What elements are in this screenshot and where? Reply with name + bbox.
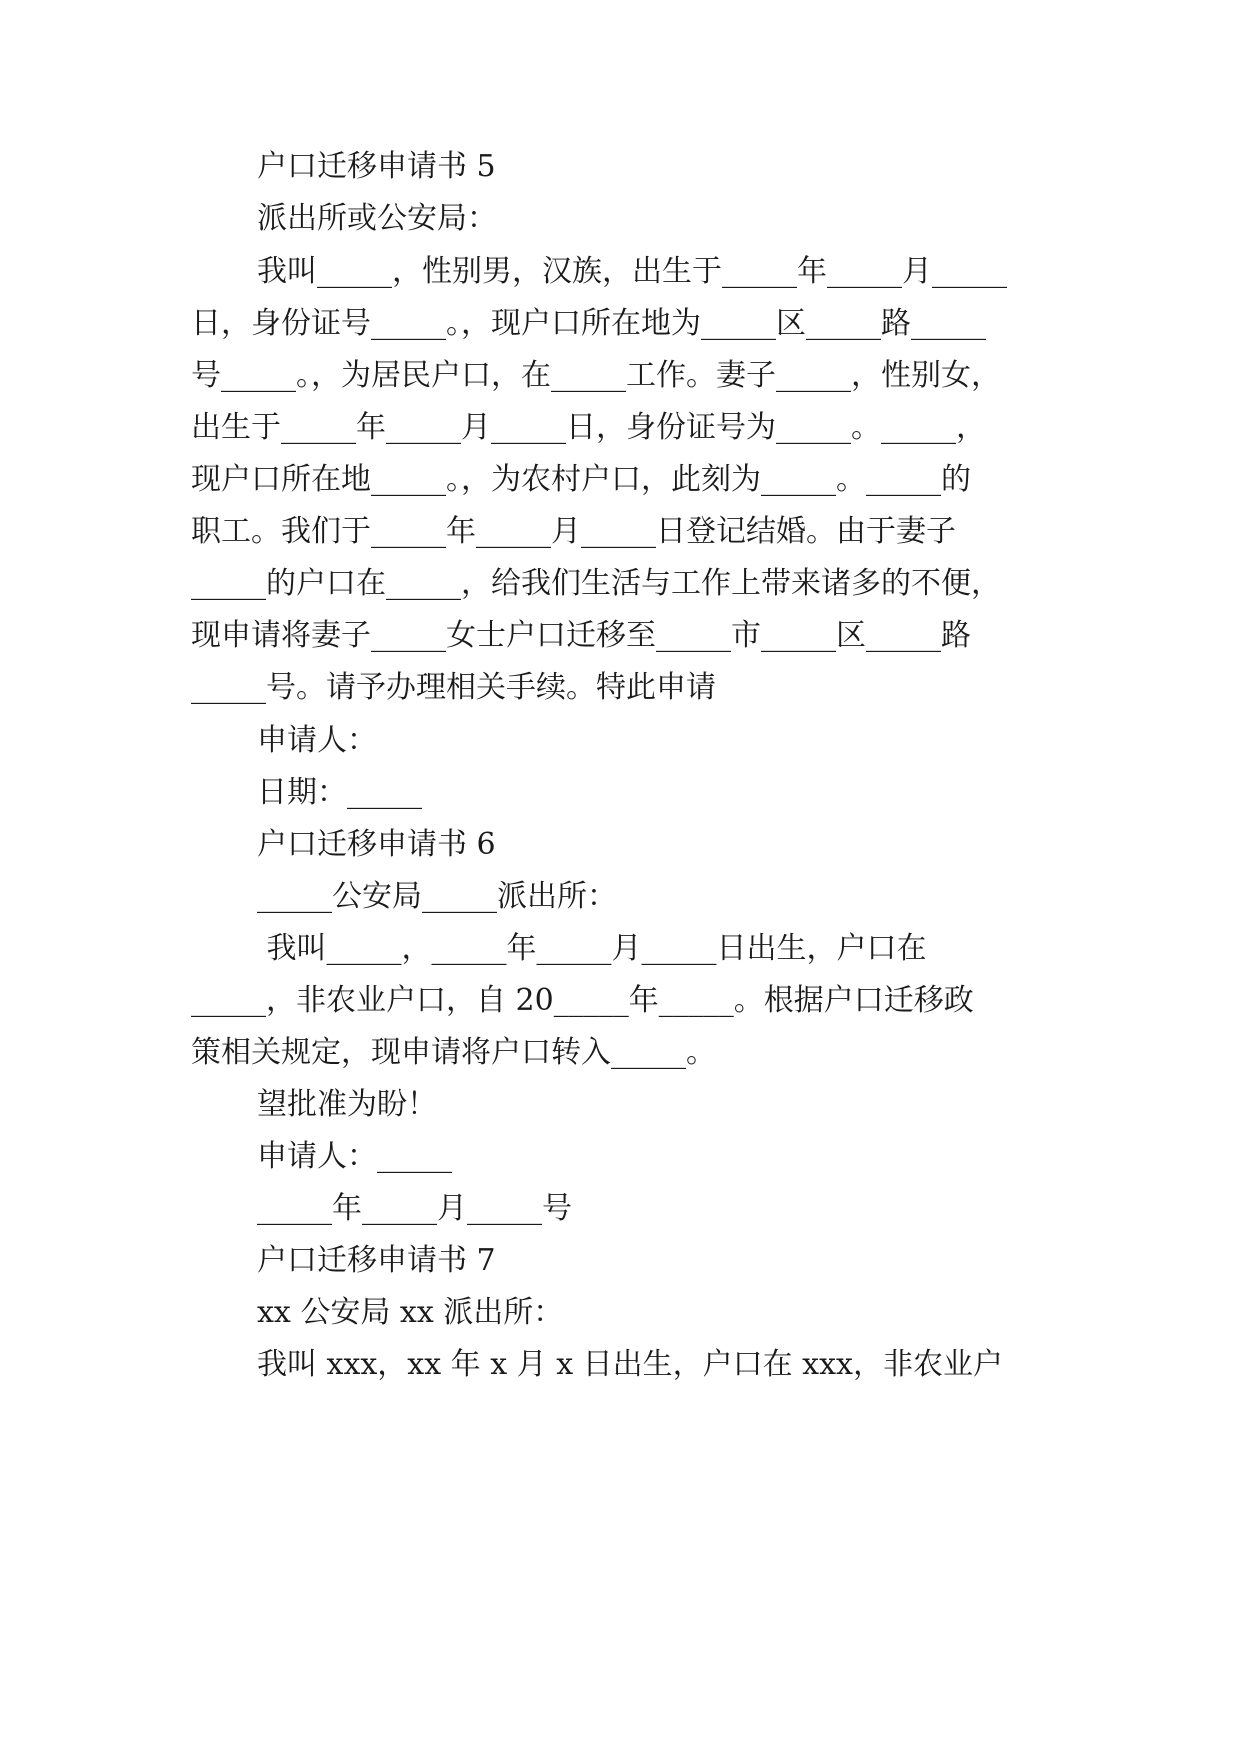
section-6-title: 户口迁移申请书 6 (257, 827, 496, 862)
section-6-body-line: _____，非农业户口，自 20_____年_____。根据户口迁移政 (191, 983, 974, 1018)
section-5-body-line: 现申请将妻子_____女士户口迁移至_____市_____区_____路 (191, 618, 971, 653)
section-5-body-line: _____的户口在_____，给我们生活与工作上带来诸多的不便， (191, 566, 1001, 601)
section-5-date: 日期：_____ (257, 775, 422, 810)
section-5-body-line: 号_____。，为居民户口，在_____工作。妻子_____，性别女， (191, 358, 1001, 393)
section-7-body-line: 我叫 xxx，xx 年 x 月 x 日出生，户口在 xxx，非农业户 (257, 1347, 1003, 1382)
section-7-title: 户口迁移申请书 7 (257, 1243, 496, 1278)
section-5-title: 户口迁移申请书 5 (257, 149, 496, 184)
section-6-salutation: _____公安局_____派出所： (257, 879, 617, 914)
section-5-body-line: 现户口所在地_____。，为农村户口，此刻为_____。_____的 (191, 462, 971, 497)
section-5-applicant: 申请人： (257, 723, 377, 758)
section-5-body-line: 出生于_____年_____月_____日，身份证号为_____。_____， (191, 410, 986, 445)
section-5-body-line: 我叫_____，性别男，汉族，出生于_____年_____月_____ (257, 254, 1007, 289)
section-6-body-line: 策相关规定，现申请将户口转入_____。 (191, 1035, 716, 1070)
section-6-date: _____年_____月_____号 (257, 1191, 572, 1226)
section-5-body-line: _____号。请予办理相关手续。特此申请 (191, 670, 716, 705)
section-7-salutation: xx 公安局 xx 派出所： (257, 1295, 564, 1330)
section-6-applicant: 申请人：_____ (257, 1139, 452, 1174)
section-6-body-line: 我叫_____，_____年_____月_____日出生，户口在 (257, 931, 927, 966)
section-5-salutation: 派出所或公安局： (257, 201, 497, 236)
section-6-closing: 望批准为盼！ (257, 1087, 437, 1122)
section-5-body-line: 日，身份证号_____。，现户口所在地为_____区_____路_____ (191, 306, 986, 341)
section-5-body-line: 职工。我们于_____年_____月_____日登记结婚。由于妻子 (191, 514, 956, 549)
